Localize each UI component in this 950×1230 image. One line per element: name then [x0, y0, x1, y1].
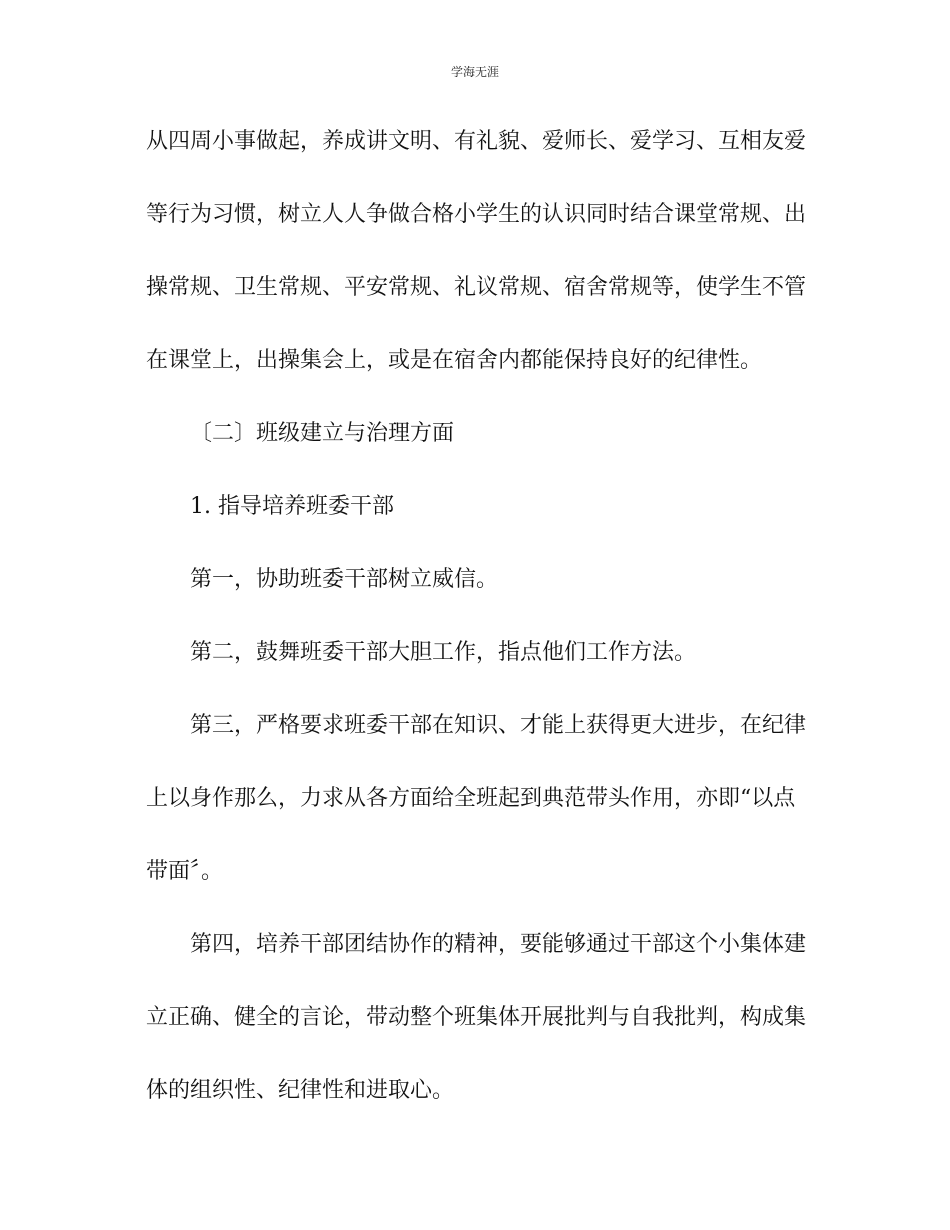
text-line: 第四，培养干部团结协作的精神，要能够通过干部这个小集体建 [190, 932, 807, 957]
document-body [146, 120, 806, 1142]
text-line: 体的组织性、纪律性和进取心。 [146, 1078, 455, 1103]
text-line: 上以身作那么，力求从各方面给全班起到典范带头作用，亦即“以点 [146, 786, 796, 811]
text-line: 第一，协助班委干部树立威信。 [190, 567, 499, 592]
section-heading: 〔二〕班级建立与治理方面 [190, 421, 455, 446]
subsection-heading: 1. 指导培养班委干部 [190, 494, 394, 519]
text-line: 带面〞。 [146, 859, 224, 884]
text-line: 第三，严格要求班委干部在知识、才能上获得更大进步，在纪律 [190, 713, 807, 738]
page-header: 学海无涯 [450, 65, 499, 79]
text-line: 立正确、健全的言论，带动整个班集体开展批判与自我批判，构成集 [146, 1005, 807, 1030]
text-line: 从四周小事做起，养成讲文明、有礼貌、爱师长、爱学习、互相友爱 [146, 129, 807, 154]
text-line: 操常规、卫生常规、平安常规、礼议常规、宿舍常规等，使学生不管 [146, 275, 807, 300]
text-line: 第二，鼓舞班委干部大胆工作，指点他们工作方法。 [190, 640, 697, 665]
text-line: 在课堂上，出操集会上，或是在宿舍内都能保持良好的纪律性。 [146, 348, 763, 373]
text-line: 等行为习惯，树立人人争做合格小学生的认识同时结合课堂常规、出 [146, 202, 807, 227]
